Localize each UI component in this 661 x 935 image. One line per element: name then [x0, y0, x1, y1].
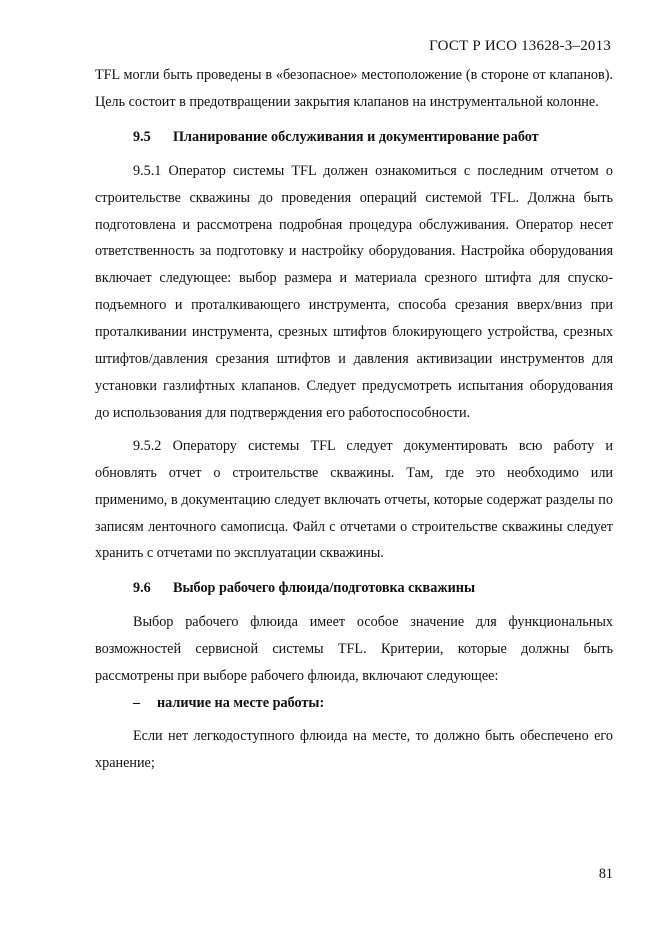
- list-item-text: наличие на месте работы:: [157, 694, 325, 711]
- paragraph-continuation: TFL могли быть проведены в «безопасное» местоположение (в стороне от клапанов). Цель состоит в предотвращении закрытия клапанов на инструментальной колонне.: [95, 67, 613, 110]
- document-body: [95, 62, 613, 777]
- section-heading-9-5: [95, 124, 613, 151]
- section-title: Выбор рабочего флюида/подготовка скважины: [173, 580, 476, 597]
- section-title: Планирование обслуживания и документирование работ: [173, 128, 539, 145]
- paragraph-9-6: Выбор рабочего флюида имеет особое значение для функциональных возможностей сервисной системы TFL. Критерии, которые должны быть рассмотрены при выборе рабочего флюида, включают следующее:: [95, 614, 613, 685]
- list-item-bold: [95, 690, 613, 717]
- page-number: 81: [598, 866, 613, 882]
- paragraph-9-5-2: 9.5.2 Оператору системы TFL следует документировать всю работу и обновлять отчет о строительстве скважины. Там, где это необходимо или применимо, в документацию следует включать отчеты, которые содержат разделы по записям ленточного самописца. Файл с отчетами о строительстве скважины следует хранить с отчетами по эксплуатации скважины.: [95, 437, 613, 562]
- section-number: 9.6: [133, 580, 151, 597]
- paragraph-9-5-1: 9.5.1 Оператор системы TFL должен ознакомиться с последним отчетом о строительстве скважины до проведения операций системой TFL. Должна быть подготовлена и рассмотрена подробная процедура обслуживания. Оператор несет ответственность за подготовку и настройку оборудования. Настройка оборудования включает следующее: выбор размера и материала срезного штифта для спуско-подъемного и проталкивающего инструмента, способа срезания вверх/вниз при проталкивании инструмента, срезных штифтов блокирующего устройства, срезных штифтов/давления срезания штифтов и давления активизации инструментов для установки газлифтных клапанов. Следует предусмотреть испытания оборудования до использования для подтверждения его работоспособности.: [95, 162, 613, 421]
- section-heading-9-6: [95, 575, 613, 602]
- list-dash: –: [133, 694, 141, 711]
- paragraph-storage: Если нет легкодоступного флюида на месте, то должно быть обеспечено его хранение;: [95, 727, 613, 771]
- section-number: 9.5: [133, 128, 151, 145]
- document-header: ГОСТ Р ИСО 13628-3–2013: [429, 38, 611, 54]
